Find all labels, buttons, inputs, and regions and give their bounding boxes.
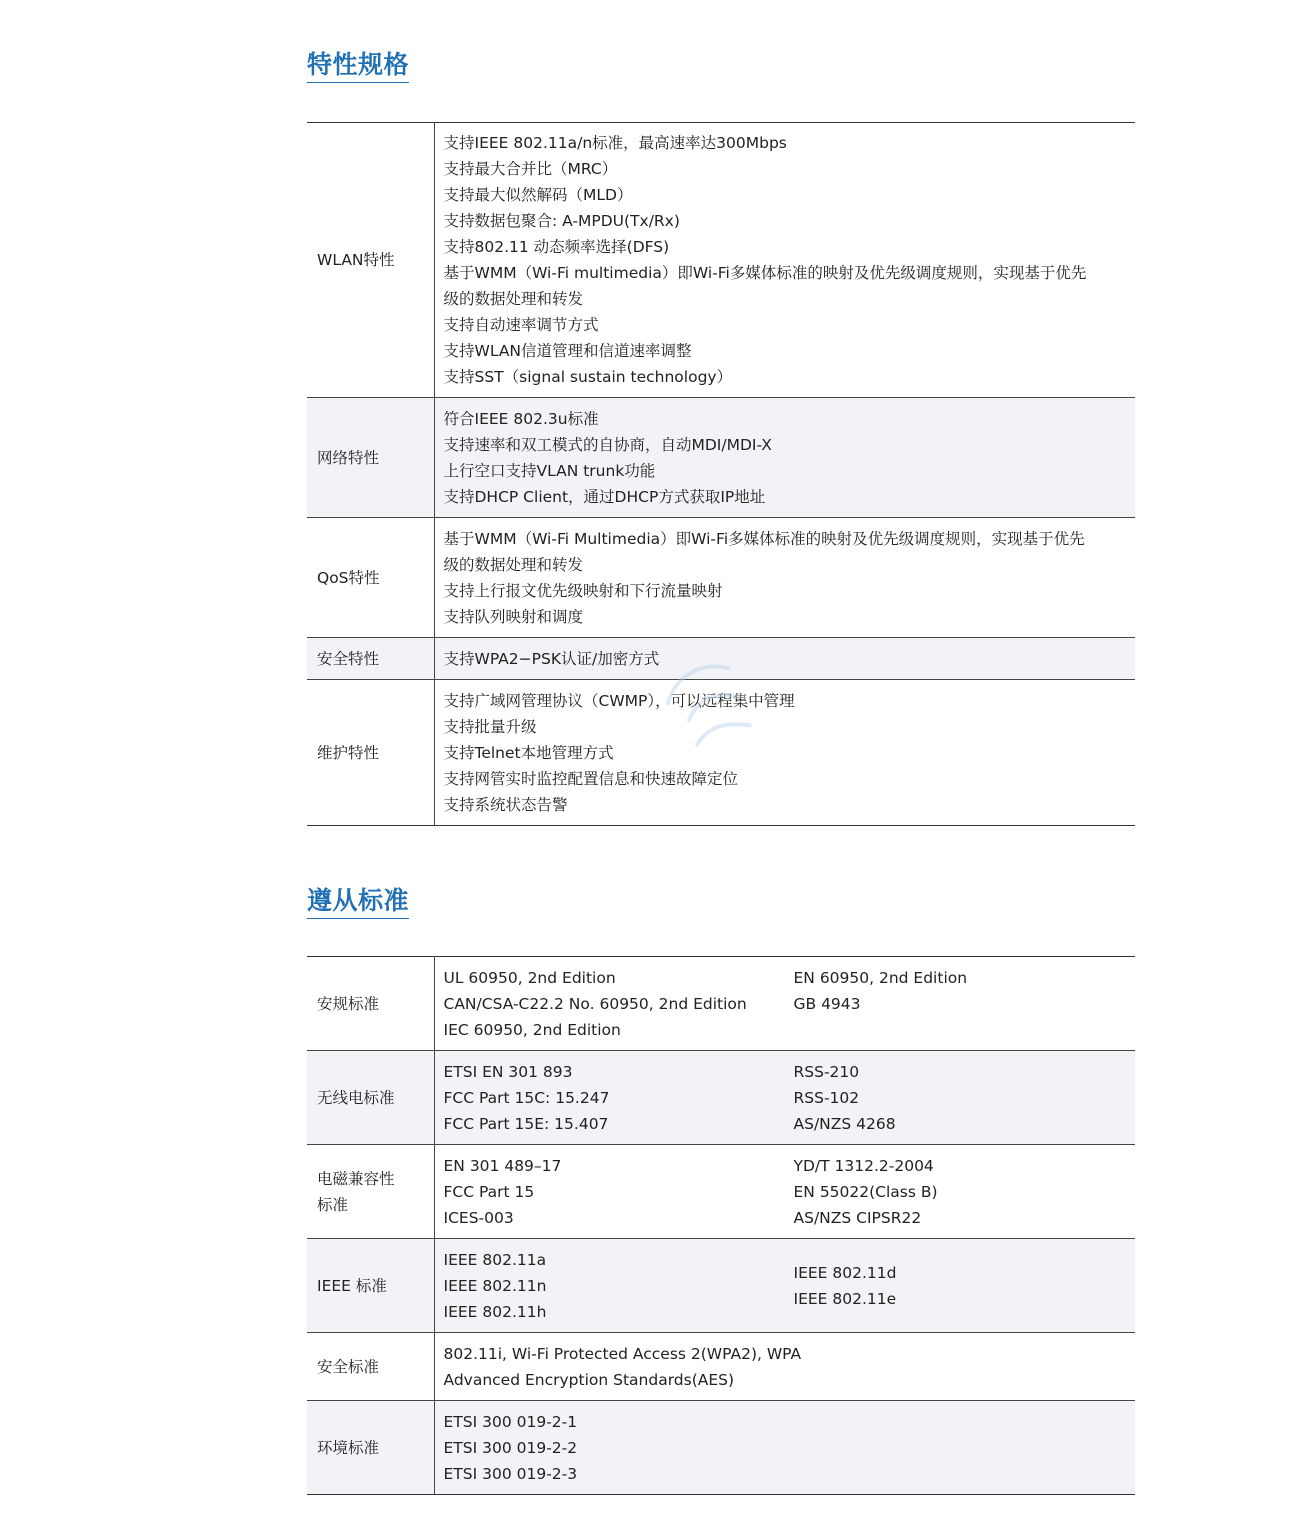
table-row xyxy=(307,957,1135,1051)
spec-line: 支持自动速率调节方式 xyxy=(443,316,599,334)
spec-line: 支持速率和双工模式的自协商，自动MDI/MDI-X xyxy=(443,435,772,454)
standard-item: RSS-102 xyxy=(793,1088,860,1107)
standard-item: FCC Part 15 xyxy=(443,1182,535,1201)
standard-item: EN 60950, 2nd Edition xyxy=(793,968,968,987)
standards-table xyxy=(307,956,1135,1495)
standard-item: ETSI EN 301 893 xyxy=(443,1062,573,1081)
standard-item: IEEE 802.11n xyxy=(443,1276,547,1295)
standard-item: IEC 60950, 2nd Edition xyxy=(443,1020,621,1039)
table-row xyxy=(307,1145,1135,1239)
spec-line: 级的数据处理和转发 xyxy=(443,555,584,574)
standard-item: IEEE 802.11a xyxy=(443,1250,547,1269)
spec-line: 支持系统状态告警 xyxy=(443,795,568,814)
row-label: 网络特性 xyxy=(307,398,434,518)
spec-line: 支持IEEE 802.11a/n标准，最高速率达300Mbps xyxy=(443,134,787,152)
row-label: QoS特性 xyxy=(307,518,434,638)
row-content xyxy=(434,1401,1135,1495)
spec-line: 级的数据处理和转发 xyxy=(443,290,584,308)
section-title-standards: 遵从标准 xyxy=(307,886,409,919)
row-content xyxy=(434,1333,1135,1401)
row-label xyxy=(307,1145,434,1239)
spec-line: 支持批量升级 xyxy=(443,717,537,736)
spec-line: 支持WLAN信道管理和信道速率调整 xyxy=(443,342,692,360)
row-content xyxy=(434,957,1135,1051)
standard-item: FCC Part 15C: 15.247 xyxy=(443,1088,610,1107)
spec-line: 支持数据包聚合: A-MPDU(Tx/Rx) xyxy=(443,212,680,230)
row-label-line: 标准 xyxy=(317,1195,349,1214)
standard-item: ICES-003 xyxy=(443,1208,514,1227)
spec-line: 支持Telnet本地管理方式 xyxy=(443,743,614,762)
row-label-line: 电磁兼容性 xyxy=(317,1169,395,1188)
table-row xyxy=(307,398,1135,518)
table-row xyxy=(307,1401,1135,1495)
standard-item: CAN/CSA-C22.2 No. 60950, 2nd Edition xyxy=(443,994,747,1013)
standard-item: AS/NZS CIPSR22 xyxy=(793,1208,922,1227)
spec-line: 基于WMM（Wi-Fi multimedia）即Wi-Fi多媒体标准的映射及优先级调度规则，实现基于优先 xyxy=(443,264,1087,282)
row-label: 安全标准 xyxy=(307,1333,434,1401)
row-content xyxy=(434,1239,1135,1333)
table-row xyxy=(307,680,1135,826)
spec-line: 支持上行报文优先级映射和下行流量映射 xyxy=(443,581,723,600)
row-content xyxy=(434,1051,1135,1145)
standard-item: EN 55022(Class B) xyxy=(793,1182,938,1201)
standard-item: IEEE 802.11d xyxy=(793,1263,897,1282)
row-content xyxy=(434,518,1135,638)
standard-item: UL 60950, 2nd Edition xyxy=(443,968,616,987)
row-label: WLAN特性 xyxy=(307,123,434,398)
table-row xyxy=(307,1051,1135,1145)
section-title-spec: 特性规格 xyxy=(307,50,409,83)
row-label: IEEE 标准 xyxy=(307,1239,434,1333)
spec-line: 支持802.11 动态频率选择(DFS) xyxy=(443,238,670,256)
standard-item: FCC Part 15E: 15.407 xyxy=(443,1114,609,1133)
row-content xyxy=(434,680,1135,826)
row-content xyxy=(434,1145,1135,1239)
standard-item: 802.11i, Wi-Fi Protected Access 2(WPA2), WPA xyxy=(443,1344,802,1363)
spec-line: 支持WPA2−PSK认证/加密方式 xyxy=(443,649,660,668)
row-label: 安全特性 xyxy=(307,638,434,680)
table-row xyxy=(307,1239,1135,1333)
spec-line: 支持广域网管理协议（CWMP），可以远程集中管理 xyxy=(443,691,795,710)
standard-item: Advanced Encryption Standards(AES) xyxy=(443,1370,735,1389)
standard-item: GB 4943 xyxy=(793,994,861,1013)
spec-line: 支持DHCP Client，通过DHCP方式获取IP地址 xyxy=(443,487,766,506)
table-row xyxy=(307,123,1135,398)
row-label: 环境标准 xyxy=(307,1401,434,1495)
row-label: 维护特性 xyxy=(307,680,434,826)
standard-item: EN 301 489–17 xyxy=(443,1156,562,1175)
spec-line: 支持SST（signal sustain technology） xyxy=(443,368,733,386)
spec-line: 支持队列映射和调度 xyxy=(443,607,584,626)
standard-item: RSS-210 xyxy=(793,1062,860,1081)
table-row xyxy=(307,1333,1135,1401)
row-content xyxy=(434,123,1135,398)
spec-line: 支持最大合并比（MRC） xyxy=(443,160,618,178)
table-row xyxy=(307,638,1135,680)
spec-line: 符合IEEE 802.3u标准 xyxy=(443,409,599,428)
standard-item: IEEE 802.11e xyxy=(793,1289,897,1308)
row-content xyxy=(434,398,1135,518)
spec-line: 支持网管实时监控配置信息和快速故障定位 xyxy=(443,769,739,788)
standard-item: YD/T 1312.2-2004 xyxy=(793,1156,934,1175)
standard-item: AS/NZS 4268 xyxy=(793,1114,896,1133)
row-content xyxy=(434,638,1135,680)
spec-line: 基于WMM（Wi-Fi Multimedia）即Wi-Fi多媒体标准的映射及优先级调度规则，实现基于优先 xyxy=(443,529,1085,548)
table-row xyxy=(307,518,1135,638)
row-label: 安规标准 xyxy=(307,957,434,1051)
standard-item: ETSI 300 019-2-2 xyxy=(443,1438,578,1457)
spec-line: 支持最大似然解码（MLD） xyxy=(443,186,633,204)
spec-table xyxy=(307,122,1135,826)
row-label: 无线电标准 xyxy=(307,1051,434,1145)
spec-line: 上行空口支持VLAN trunk功能 xyxy=(443,461,656,480)
standard-item: ETSI 300 019-2-1 xyxy=(443,1412,578,1431)
standard-item: ETSI 300 019-2-3 xyxy=(443,1464,578,1483)
standard-item: IEEE 802.11h xyxy=(443,1302,547,1321)
